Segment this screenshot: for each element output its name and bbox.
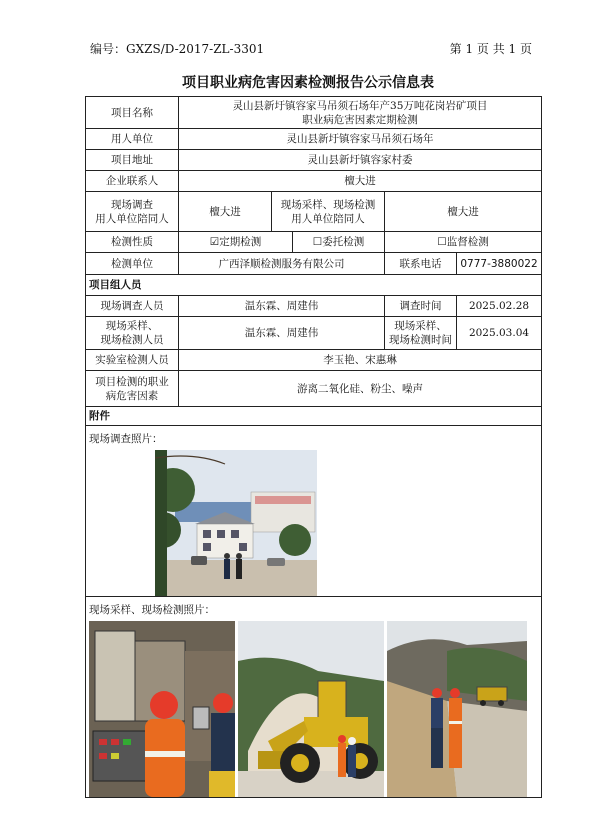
project-name-line-2: 职业病危害因素定期检测: [302, 113, 418, 126]
contact-label: 企业联系人: [86, 171, 179, 192]
survey-escort-value: 檀大进: [179, 192, 272, 232]
survey-photo: [155, 450, 538, 596]
org-value: 广西泽顺检测服务有限公司: [179, 253, 385, 275]
sampling-photo-label: 现场采样、现场检测照片：: [89, 604, 215, 616]
contact-value: 檀大进: [179, 171, 542, 192]
survey-time-value: 2025.02.28: [457, 296, 542, 317]
employer-label: 用人单位: [86, 129, 179, 150]
row-sampling-photo: [86, 597, 542, 798]
row-address: [86, 150, 542, 171]
sampling-photo-control-room: [89, 621, 235, 797]
nature-label: 检测性质: [86, 232, 179, 253]
sampling-time-label: [385, 317, 457, 350]
info-table: [85, 96, 542, 798]
lab-staff-label: 实验室检测人员: [86, 350, 179, 371]
phone-value: 0777-3880022: [457, 253, 542, 275]
attachment-section-heading: 附件: [86, 407, 542, 426]
team-section-heading: 项目组人员: [86, 275, 542, 296]
survey-time-label: 调查时间: [385, 296, 457, 317]
row-nature: [86, 232, 542, 253]
survey-site-image: [155, 450, 317, 596]
nature-option-periodic: [179, 232, 293, 253]
sampling-escort-label-line-1: 现场采样、现场检测: [280, 198, 376, 211]
hazards-value: 游离二氧化硅、粉尘、噪声: [179, 371, 542, 407]
survey-escort-label: [86, 192, 179, 232]
sampling-escort-value: 檀大进: [385, 192, 542, 232]
nature-option-supervision-label: 监督检测: [446, 236, 489, 248]
checkbox-checked-icon: ☑: [209, 236, 220, 248]
project-name-label: 项目名称: [86, 97, 179, 129]
sampling-staff-label-line-2: 现场检测人员: [100, 334, 164, 346]
sampling-staff-value: 温东霖、周建伟: [179, 317, 385, 350]
sampling-time-value: 2025.03.04: [457, 317, 542, 350]
checkbox-empty-icon: ☐: [437, 236, 447, 248]
row-contact: [86, 171, 542, 192]
sampling-time-label-line-2: 现场检测时间: [389, 334, 452, 346]
project-name-value: [179, 97, 542, 129]
row-team-section: [86, 275, 542, 296]
employer-value: 灵山县新圩镇容家马吊须石场年: [179, 129, 542, 150]
page-info: 第 1 页 共 1 页: [449, 42, 532, 56]
row-survey-staff: [86, 296, 542, 317]
sampling-escort-label: [272, 192, 385, 232]
nature-option-supervision: [385, 232, 542, 253]
row-org: [86, 253, 542, 275]
project-name-line-1: 灵山县新圩镇容家马吊须石场年产35万吨花岗岩矿项目: [232, 99, 488, 112]
row-sampling-staff: [86, 317, 542, 350]
row-escorts: [86, 192, 542, 232]
nature-option-entrusted-label: 委托检测: [322, 236, 365, 248]
survey-staff-value: 温东霖、周建伟: [179, 296, 385, 317]
survey-photo-cell: [86, 426, 542, 597]
phone-label: 联系电话: [385, 253, 457, 275]
row-survey-photo: [86, 426, 542, 597]
row-employer: [86, 129, 542, 150]
survey-staff-label: 现场调查人员: [86, 296, 179, 317]
sampling-photo-cell: [86, 597, 542, 798]
row-project-name: [86, 97, 542, 129]
row-attachment-section: [86, 407, 542, 426]
sampling-photo-loader: [238, 621, 384, 797]
page-title: 项目职业病危害因素检测报告公示信息表: [182, 75, 434, 91]
nature-option-entrusted: [293, 232, 385, 253]
lab-staff-value: 李玉艳、宋惠琳: [179, 350, 542, 371]
sampling-escort-label-line-2: 用人单位陪同人: [291, 212, 365, 225]
nature-option-periodic-label: 定期检测: [219, 236, 262, 248]
sampling-staff-label: [86, 317, 179, 350]
sampling-photos: [89, 621, 538, 797]
sampling-photo-quarry: [387, 621, 527, 797]
row-hazards: [86, 371, 542, 407]
hazards-label: [86, 371, 179, 407]
document-number: 编号：GXZS/D-2017-ZL-3301: [90, 42, 265, 56]
sampling-time-label-line-1: 现场采样、: [394, 320, 447, 332]
hazards-label-line-1: 项目检测的职业: [95, 375, 169, 388]
checkbox-empty-icon: ☐: [312, 236, 323, 248]
survey-escort-label-line-2: 用人单位陪同人: [95, 212, 169, 225]
hazards-label-line-2: 病危害因素: [105, 389, 159, 402]
address-value: 灵山县新圩镇容家村委: [179, 150, 542, 171]
address-label: 项目地址: [86, 150, 179, 171]
org-label: 检测单位: [86, 253, 179, 275]
survey-photo-label: 现场调查照片：: [89, 433, 163, 445]
sampling-staff-label-line-1: 现场采样、: [105, 320, 159, 332]
row-lab-staff: [86, 350, 542, 371]
survey-escort-label-line-1: 现场调查: [111, 198, 153, 211]
